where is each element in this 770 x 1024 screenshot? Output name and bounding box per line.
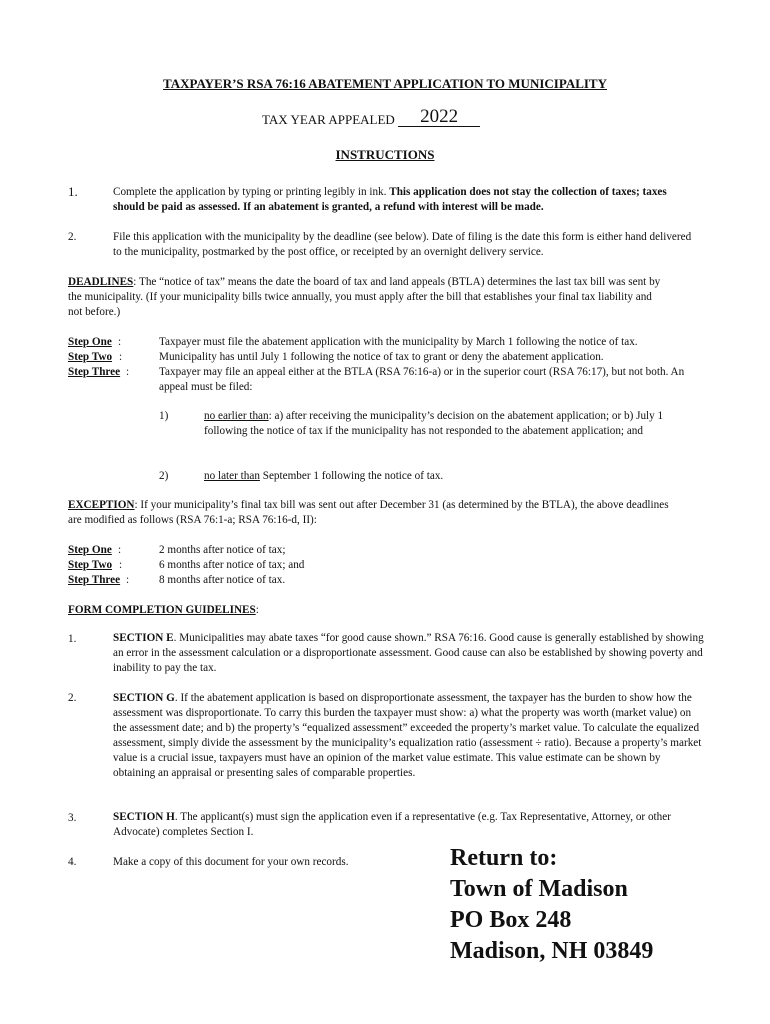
guideline-3-number: 3. [68, 812, 77, 824]
subitem-1-number: 1) [159, 410, 169, 422]
subitem-2-text [204, 469, 684, 484]
subitem-2-number: 2) [159, 470, 169, 482]
guideline-2-section: SECTION G [113, 692, 175, 704]
exception-paragraph [68, 498, 683, 528]
exception-step-three-text: 8 months after notice of tax. [159, 574, 286, 586]
deadline-step-two-label: Step Two [68, 351, 113, 363]
deadline-step-two-text: Municipality has until July 1 following the notice of tax to grant or deny the abatement application. [159, 351, 604, 363]
guideline-4-number: 4. [68, 856, 77, 868]
deadline-step-three-text: Taxpayer may file an appeal either at the BTLA (RSA 76:16-a) or in the superior court (RSA 76:17), but not both. An appeal must be filed: [159, 366, 685, 393]
return-po-box: PO Box 248 [450, 907, 572, 933]
guideline-1-body: . Municipalities may abate taxes “for good cause shown.” RSA 76:16. Good cause is generally established by showing an error in the assessment calculation or a disproportionate assessment. Good cause can also be established by showing poverty and inability to pay the tax. [113, 632, 704, 674]
deadline-step-three-label: Step Three [68, 366, 121, 378]
exception-step-three-label: Step Three [68, 574, 121, 586]
instruction-1-number: 1. [68, 184, 78, 199]
guidelines-heading-text: FORM COMPLETION GUIDELINES [68, 604, 256, 616]
instruction-2-text: File this application with the municipality by the deadline (see below). Date of filing is the date this form is either hand delivered to the municipality, postmarked by the post office, or receipted by an overnight delivery service. [113, 231, 692, 258]
guideline-4-text: Make a copy of this document for your own records. [113, 856, 349, 868]
guideline-2-body: . If the abatement application is based on disproportionate assessment, the taxpayer has the burden to show how the assessment was disproportionate. To carry this burden the taxpayer must show: a) what the property was worth (market value) on the assessment date; and b) the property’s “equalized assessment” exceeded the property’s market value. To calculate the equalized assessment, simply divide the assessment by the municipality’s equalization ratio (assessment ÷ ratio). Because a property’s market value is a crucial issue, taxpayers must have an opinion of the market value estimate. This value estimate can be shown by obtaining an appraisal or presenting sales of comparable properties. [113, 692, 702, 779]
guideline-1-number: 1. [68, 633, 77, 645]
guideline-3-text [113, 810, 683, 840]
instruction-1-bold: This application does not stay the collection of taxes; taxes should be paid as assessed. If an abatement is granted, a refund with interest will be made. [113, 186, 667, 213]
guideline-2-text [113, 691, 705, 781]
guideline-2-number: 2. [68, 692, 77, 704]
instruction-1-text [113, 185, 693, 215]
return-to-label: Return to: [450, 845, 558, 871]
tax-year-row [262, 106, 480, 129]
instructions-heading: INSTRUCTIONS [335, 147, 435, 162]
exception-step-one-text: 2 months after notice of tax; [159, 544, 286, 556]
deadlines-text: : The “notice of tax” means the date the board of tax and land appeals (BTLA) determines the last tax bill was sent by the municipality. (If your municipality bills twice annually, you must apply after the bill that establishes your final tax liability and not before.) [68, 276, 661, 318]
guideline-1-section: SECTION E [113, 632, 174, 644]
subitem-2-rest: September 1 following the notice of tax. [259, 470, 444, 482]
return-town: Town of Madison [450, 876, 628, 902]
tax-year-field [398, 108, 480, 127]
exception-label: EXCEPTION [68, 499, 135, 511]
subitem-1-text [204, 409, 684, 439]
tax-year-label: TAX YEAR APPEALED [262, 112, 395, 127]
instruction-2-number: 2. [68, 231, 77, 243]
exception-step-one-label: Step One [68, 544, 112, 556]
deadlines-paragraph [68, 275, 668, 320]
subitem-2-underlined: no later than [204, 470, 260, 482]
deadline-step-one-label: Step One [68, 336, 112, 348]
exception-text: : If your municipality’s final tax bill was sent out after December 31 (as determined by the BTLA), the above deadlines are modified as follows (RSA 76:1-a; RSA 76:16-d, II): [68, 499, 669, 526]
guidelines-heading: FORM COMPLETION GUIDELINES: [68, 604, 259, 616]
guideline-1-text [113, 631, 705, 676]
exception-step-two-label: Step Two [68, 559, 113, 571]
guideline-3-body: . The applicant(s) must sign the application even if a representative (e.g. Tax Representative, Attorney, or other Advocate) completes Section I. [113, 811, 671, 838]
return-address [450, 843, 653, 967]
guideline-3-section: SECTION H [113, 811, 175, 823]
subitem-1-underlined: no earlier than [204, 410, 269, 422]
return-city-state-zip: Madison, NH 03849 [450, 938, 654, 964]
tax-year-value: 2022 [420, 106, 459, 127]
form-title: TAXPAYER’S RSA 76:16 ABATEMENT APPLICATION TO MUNICIPALITY [163, 76, 607, 91]
exception-step-two-text: 6 months after notice of tax; and [159, 559, 305, 571]
instruction-1-plain: Complete the application by typing or printing legibly in ink. [113, 186, 390, 198]
subitem-1-rest: : a) after receiving the municipality’s decision on the abatement application; or b) July 1 following the notice of tax if the municipality has not responded to the abatement application; and [204, 410, 664, 437]
deadlines-label: DEADLINES [68, 276, 134, 288]
deadline-step-one-text: Taxpayer must file the abatement application with the municipality by March 1 following the notice of tax. [159, 336, 638, 348]
